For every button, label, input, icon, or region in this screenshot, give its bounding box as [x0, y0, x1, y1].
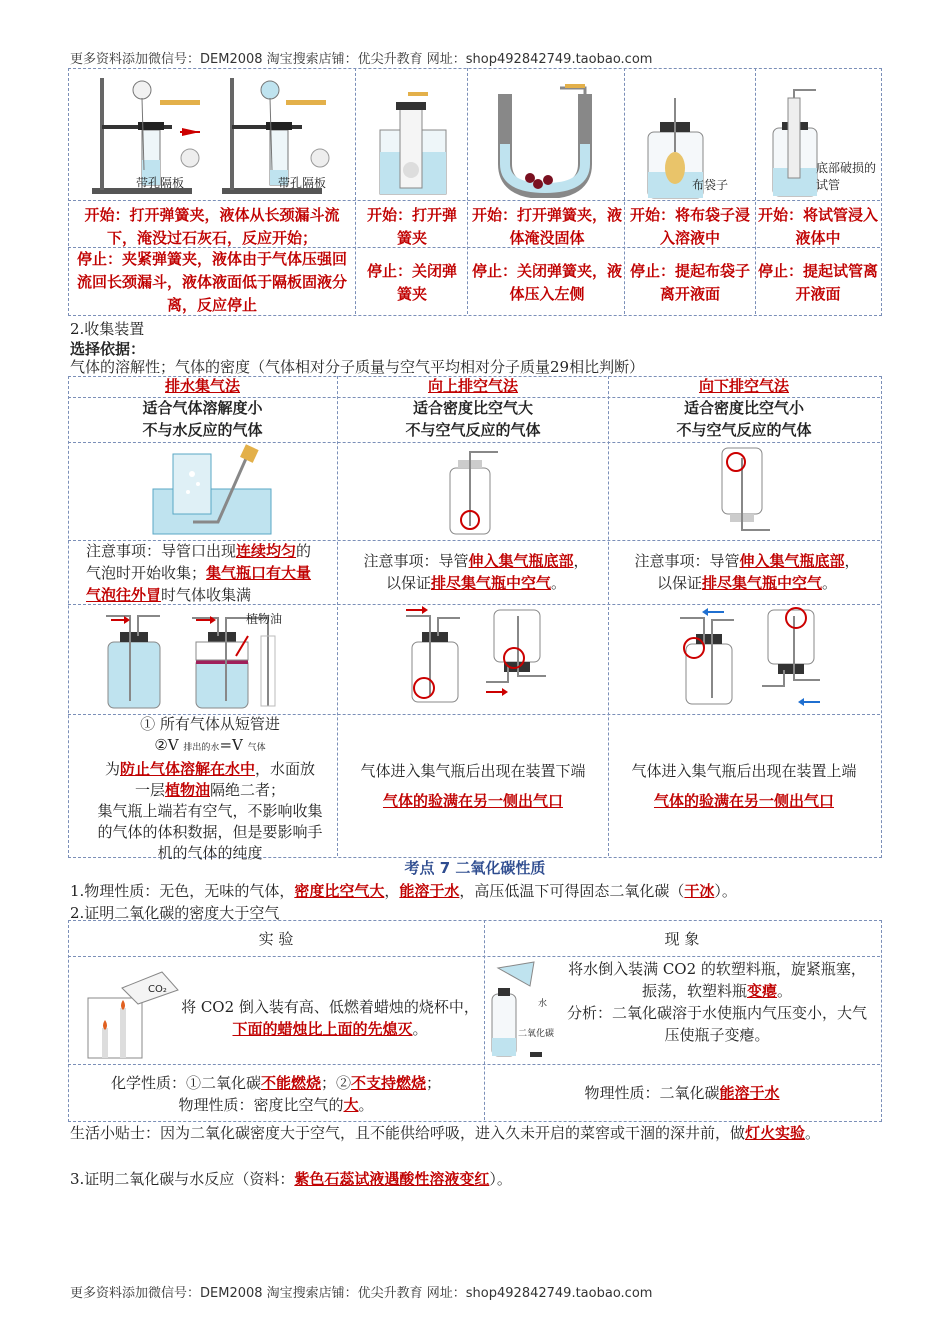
candle-beaker-illustration	[82, 968, 182, 1062]
water-label: 水	[538, 999, 548, 1009]
method-downward-air: 向下排空气法	[698, 377, 789, 395]
header-text: 更多资料添加微信号：DEM2008 淘宝搜索店铺：优尖升教育 网址：shop492842749.taobao.com	[70, 52, 653, 67]
bottle-water-illustration	[490, 958, 560, 1062]
footer-text: 更多资料添加微信号：DEM2008 淘宝搜索店铺：优尖升教育 网址：shop492842749.taobao.com	[70, 1286, 653, 1301]
method-water: 排水集气法	[164, 377, 240, 395]
upward-bottles-illustration	[396, 606, 556, 712]
stop-text-5: 停止：提起试管离开液面	[758, 262, 879, 303]
upward-air-illustration	[440, 446, 500, 538]
stop-text-1: 停止：夹紧弹簧夹，液体由于气体压强回流回长颈漏斗，液体液面低于隔板固液分离，反应停止	[76, 250, 347, 314]
tube-label: 底部破损的试管	[816, 161, 877, 192]
chemical-properties: 化学性质：①二氧化碳不能燃烧；②不支持燃烧； 物理性质：密度比空气的大。	[110, 1074, 442, 1114]
exp-right-text-2: 分析：二氧化碳溶于水使瓶内气压变小，大气压使瓶子变瘪。	[566, 1004, 867, 1044]
physical-properties-2: 物理性质：二氧化碳能溶于水	[584, 1084, 780, 1102]
physical-properties: 1.物理性质：无色，无味的气体，密度比空气大，能溶于水，高压低温下可得固态二氧化碳（干冰）。	[70, 882, 737, 900]
start-text-4: 开始：将布袋子浸入溶液中	[629, 206, 750, 247]
exp-left-text: 将 CO2 倒入装有高、低燃着蜡烛的烧杯中，下面的蜡烛比上面的先熄灭。	[181, 998, 479, 1038]
note-water: 注意事项：导管口出现连续均匀的气泡时开始收集；集气瓶口有大量气泡往外冒时气体收集满	[86, 542, 312, 604]
beaker-tube-illustration	[372, 90, 457, 198]
note-upward: 注意事项：导管伸入集气瓶底部， 以保证排尽集气瓶中空气。	[363, 552, 589, 592]
suitable-downward: 适合密度比空气小 不与空气反应的气体	[676, 399, 812, 439]
water-collection-illustration	[148, 444, 278, 538]
downward-bottles-illustration	[670, 604, 830, 712]
broken-tube-illustration	[770, 88, 820, 198]
bottom-water: ① 所有气体从短管进 ②V 排出的水=V 气体 为防止气体溶解在水中，水面放 一层植物油隔绝二者； 集气瓶上端若有空气，不影响收集的气体的体积数据，但是要影响手机的气体的纯度	[97, 715, 323, 862]
suitable-upward: 适合密度比空气大 不与空气反应的气体	[405, 399, 541, 439]
exp-right-text-1: 将水倒入装满 CO2 的软塑料瓶，旋紧瓶塞，振荡，软塑料瓶变瘪。	[568, 960, 866, 1000]
water-bottles-illustration	[96, 606, 336, 712]
oil-label: 植物油	[246, 612, 283, 626]
co2-label: CO₂	[148, 984, 167, 995]
exp-head-experiment: 实 验	[258, 930, 294, 948]
note-downward: 注意事项：导管伸入集气瓶底部， 以保证排尽集气瓶中空气。	[634, 552, 860, 592]
exp-head-phenomenon: 现 象	[664, 930, 700, 948]
stop-text-2: 停止：关闭弹簧夹	[366, 262, 457, 303]
gas-label: 二氧化碳	[518, 1029, 555, 1039]
downward-air-illustration	[712, 446, 772, 538]
prove-water-reaction: 3.证明二氧化碳与水反应（资料：紫色石蕊试液遇酸性溶液变红）。	[70, 1170, 512, 1188]
bottom-upward: 气体进入集气瓶后出现在装置下端 气体的验满在另一侧出气口	[360, 762, 586, 810]
basis-text: 气体的溶解性；气体的密度（气体相对分子质量与空气平均相对分子质量29相比判断）	[70, 358, 645, 376]
bottom-downward: 气体进入集气瓶后出现在装置上端 气体的验满在另一侧出气口	[631, 762, 857, 810]
bag-label: 布袋子	[692, 178, 729, 192]
stop-text-3: 停止：关闭弹簧夹，液体压入左侧	[472, 262, 623, 303]
basis-label: 选择依据：	[70, 340, 146, 358]
suitable-water: 适合气体溶解度小 不与水反应的气体	[142, 399, 263, 439]
start-text-1: 开始：打开弹簧夹，液体从长颈漏斗流下，淹没过石灰石，反应开始；	[84, 206, 340, 247]
prove-density-title: 2.证明二氧化碳的密度大于空气	[70, 904, 280, 922]
start-text-2: 开始：打开弹簧夹	[366, 206, 457, 247]
u-tube-illustration	[490, 84, 610, 198]
method-upward-air: 向上排空气法	[427, 377, 518, 395]
start-text-3: 开始：打开弹簧夹，液体淹没固体	[472, 206, 623, 247]
plate-label-1: 带孔隔板	[136, 176, 185, 190]
stop-text-4: 停止：提起布袋子离开液面	[629, 262, 750, 303]
life-tip: 生活小贴士：因为二氧化碳密度大于空气，且不能供给呼吸，进入久未开启的菜窖或干涸的深井前，做灯火实验。	[70, 1124, 821, 1142]
section-2-title: 2.收集装置	[70, 320, 145, 338]
plate-label-2: 带孔隔板	[278, 176, 327, 190]
start-text-5: 开始：将试管浸入液体中	[758, 206, 879, 247]
kaodian-title: 考点 7 二氧化碳性质	[404, 859, 546, 877]
